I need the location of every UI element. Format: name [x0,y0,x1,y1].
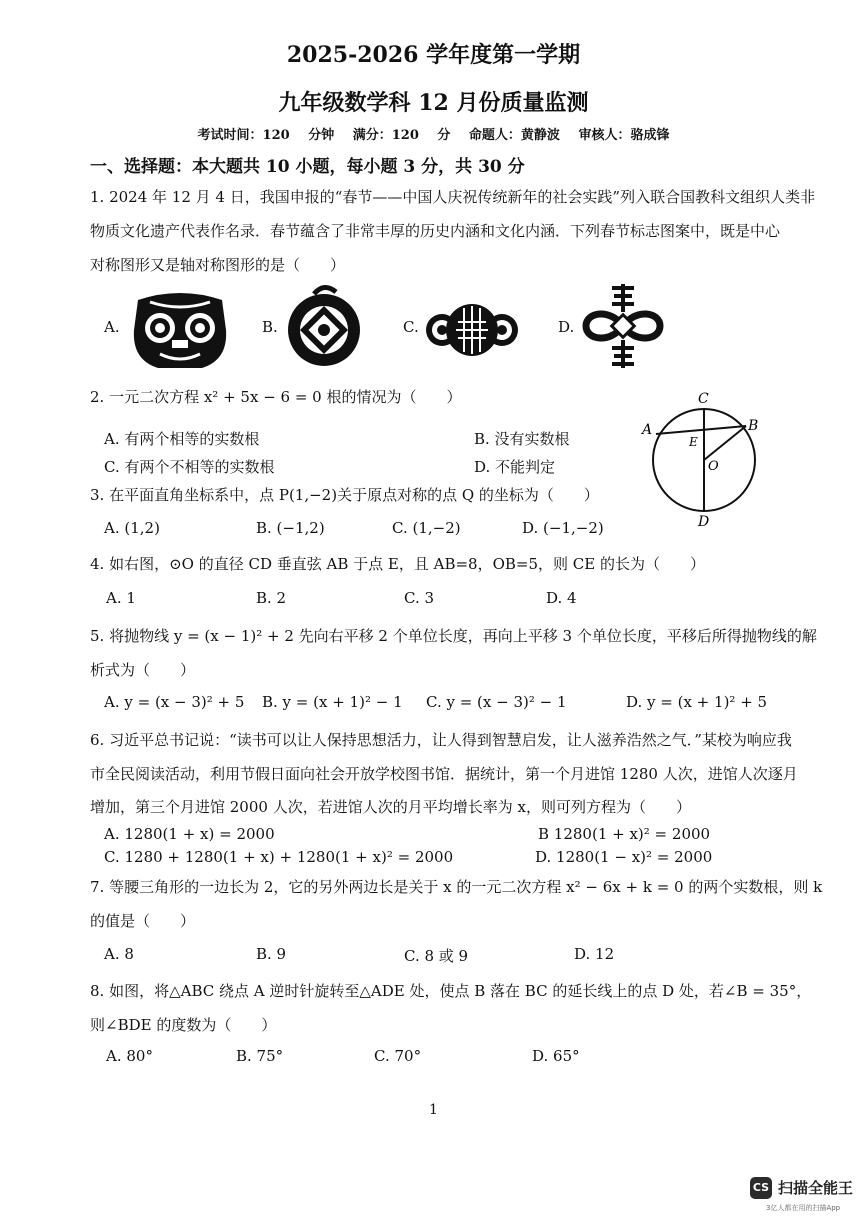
q7-option-d: D. 12 [574,945,615,963]
dragon-knot-pattern-icon [284,282,364,368]
q4-option-b: B. 2 [256,589,287,607]
q5-option-c: C. y = (x − 3)² − 1 [426,693,567,711]
q3-option-c: C. (1,−2) [392,519,461,537]
q8-line2: 则∠BDE 的度数为（ ） [90,1016,277,1034]
lion-head-pattern-icon [130,288,230,370]
section-title: 一、选择题：本大题共 10 小题，每小题 3 分，共 30 分 [90,157,525,177]
q6-line3: 增加，第三个月进馆 2000 人次，若进馆人次的月平均增长率为 x，则可列方程为（ ） [90,798,691,816]
circle-figure [638,388,768,534]
infinity-knot-pattern-icon [582,282,664,370]
q1-option-d: D. [558,318,575,336]
q6-line2: 市全民阅读活动，利用节假日面向社会开放学校图书馆．据统计，第一个月进馆 1280 人次，进馆人次逐月 [90,765,798,783]
q7-option-a: A. 8 [104,945,134,963]
q5-option-b: B. y = (x + 1)² − 1 [262,693,403,711]
label-a: A [642,422,653,438]
q8-option-a: A. 80° [106,1047,153,1065]
q1-option-b: B. [262,318,278,336]
exam-meta: 考试时间：120 分钟 满分：120 分 命题人：黄静波 审核人：骆成锋 [197,128,670,143]
q8-option-c: C. 70° [374,1047,422,1065]
q3-option-b: B. (−1,2) [256,519,325,537]
q8-line1: 8. 如图，将△ABC 绕点 A 逆时针旋转至△ADE 处，使点 B 落在 BC 的延长线上的点 D 处，若∠B = 35°， [90,982,812,1000]
label-o: O [708,459,719,474]
year-line: 2025-2026 学年度第一学期 [286,42,581,68]
q7-line2: 的值是（ ） [90,912,196,930]
scanner-app-name: 扫描全能王 [778,1179,854,1197]
q2-stem: 2. 一元二次方程 x² + 5x − 6 = 0 根的情况为（ ） [90,388,462,406]
q5-line1: 5. 将抛物线 y = (x − 1)² + 2 先向右平移 2 个单位长度，再向上平移 3 个单位长度，平移后所得抛物线的解 [90,627,817,645]
q1-line3: 对称图形又是轴对称图形的是（ ） [90,256,346,274]
q2-option-a: A. 有两个相等的实数根 [104,430,260,448]
q8-option-d: D. 65° [532,1047,580,1065]
exam-title: 九年级数学科 12 月份质量监测 [278,90,589,116]
label-c: C [698,391,709,407]
q1-line1: 1. 2024 年 12 月 4 日，我国申报的“春节——中国人庆祝传统新年的社会实践”列入联合国教科文组织人类非 [90,188,816,206]
q5-option-a: A. y = (x − 3)² + 5 [104,693,245,711]
q5-option-d: D. y = (x + 1)² + 5 [626,693,768,711]
label-b: B [748,418,759,434]
q4-stem: 4. 如右图，⊙O 的直径 CD 垂直弦 AB 于点 E，且 AB=8，OB=5，则 CE 的长为（ ） [90,555,705,573]
q2-option-d: D. 不能判定 [474,458,556,476]
q2-option-b: B. 没有实数根 [474,430,570,448]
q8-option-b: B. 75° [236,1047,284,1065]
q7-line1: 7. 等腰三角形的一边长为 2，它的另外两边长是关于 x 的一元二次方程 x² − 6x + k = 0 的两个实数根，则 k [90,878,823,896]
scanner-tagline: 3亿人都在用的扫描App [766,1204,841,1212]
q5-line2: 析式为（ ） [90,661,196,679]
q7-option-c: C. 8 或 9 [404,947,469,965]
q2-option-c: C. 有两个不相等的实数根 [104,458,275,476]
q6-option-a: A. 1280(1 + x) = 2000 [104,825,275,843]
page-number: 1 [429,1102,438,1118]
q4-option-a: A. 1 [106,589,136,607]
q4-option-c: C. 3 [404,589,435,607]
chinese-knot-pattern-icon [424,290,520,370]
q1-line2: 物质文化遗产代表作名录．春节蕴含了非常丰厚的历史内涵和文化内涵．下列春节标志图案中，既是中心 [90,222,781,240]
q6-option-b: B 1280(1 + x)² = 2000 [538,825,711,843]
camscanner-logo-icon: CS [750,1177,772,1199]
q1-option-c: C. [403,318,419,336]
label-d: D [698,514,710,530]
q6-option-c: C. 1280 + 1280(1 + x) + 1280(1 + x)² = 2000 [104,848,454,866]
q3-option-d: D. (−1,−2) [522,519,604,537]
label-e: E [689,435,698,449]
q4-option-d: D. 4 [546,589,577,607]
q6-line1: 6. 习近平总书记说：“读书可以让人保持思想活力，让人得到智慧启发，让人滋养浩然之气．”某校为响应我 [90,731,792,749]
q1-option-a: A. [104,318,120,336]
q6-option-d: D. 1280(1 − x)² = 2000 [535,848,713,866]
q7-option-b: B. 9 [256,945,287,963]
q3-stem: 3. 在平面直角坐标系中，点 P(1,−2)关于原点对称的点 Q 的坐标为（ ） [90,486,599,504]
q3-option-a: A. (1,2) [104,519,160,537]
